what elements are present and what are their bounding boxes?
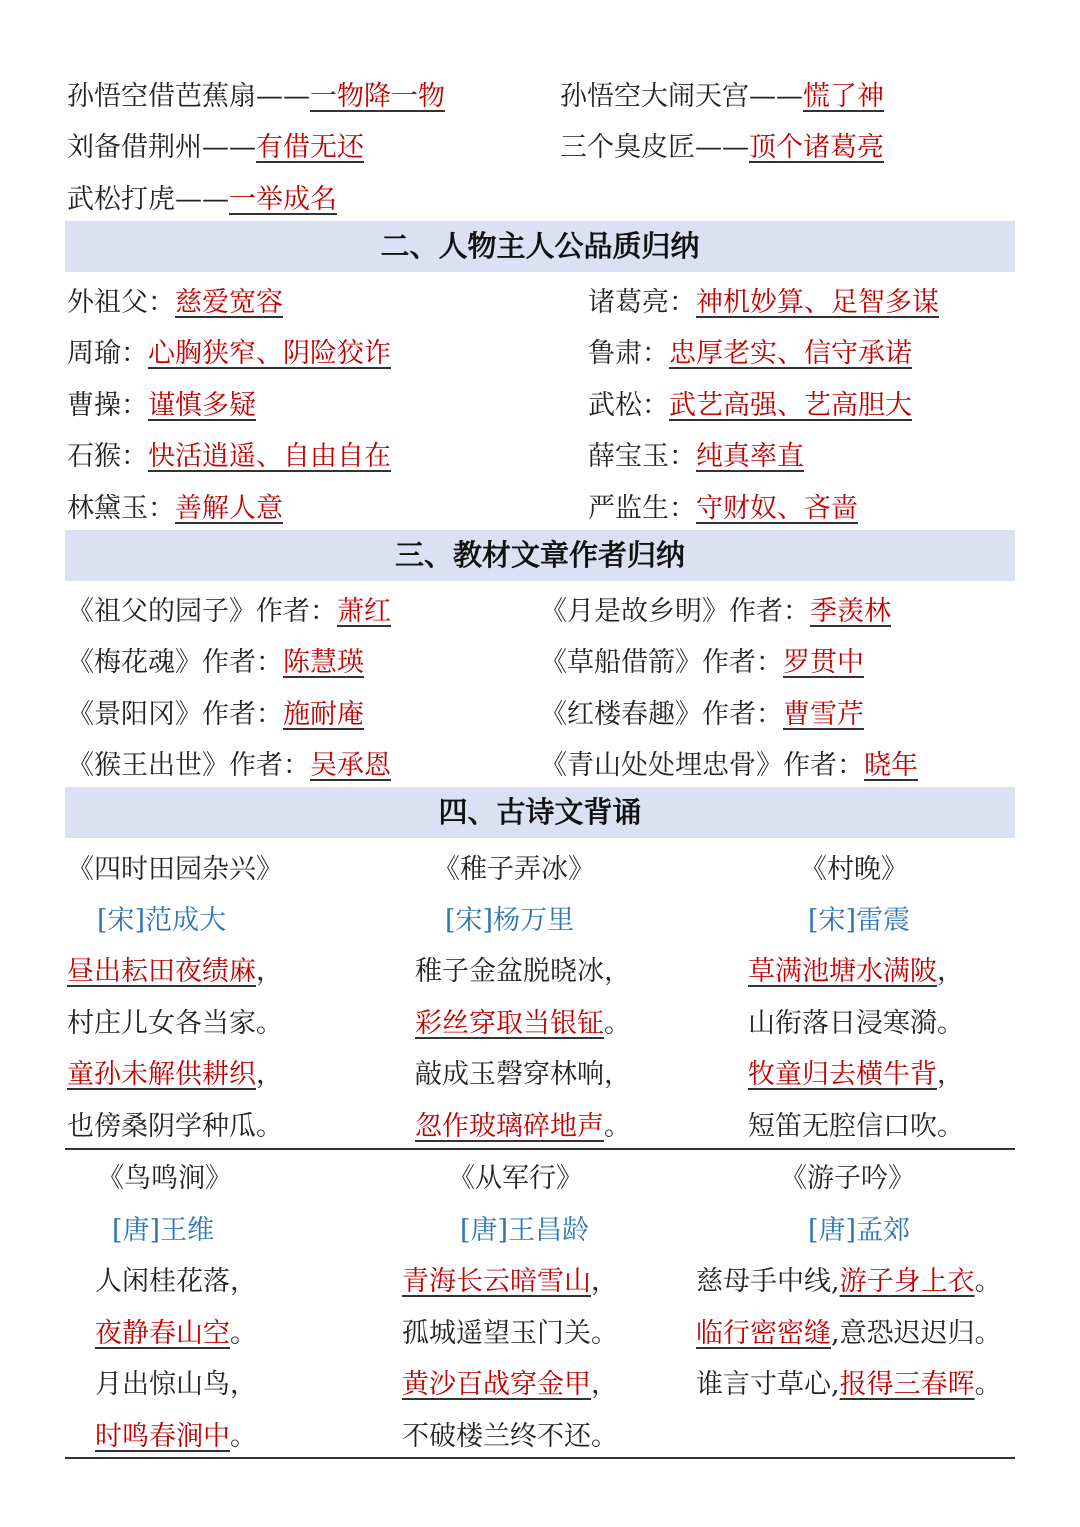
section-title: 四、古诗文背诵 [65, 787, 1015, 838]
poem-line: 忽作玻璃碎地声。 [415, 1111, 631, 1142]
poem-line: 人闲桂花落， [95, 1266, 257, 1297]
character-item: 周瑜：心胸狭窄、阴险狡诈 [67, 338, 391, 369]
poem-line: 牧童归去横牛背， [748, 1059, 964, 1090]
poem-line: 黄沙百战穿金甲， [402, 1369, 618, 1400]
poem-line: 彩丝穿取当银钲。 [415, 1008, 631, 1039]
poem-author: [宋]雷震 [808, 905, 911, 936]
poem-line: 孤城遥望玉门关。 [402, 1318, 618, 1349]
author-item: 《青山处处埋忠骨》作者：晓年 [540, 750, 918, 781]
poem-line: 敲成玉磬穿林响， [415, 1059, 631, 1090]
divider [65, 1148, 1015, 1150]
poem-line: 短笛无腔信口吹。 [748, 1111, 964, 1142]
section-title: 三、教材文章作者归纳 [65, 530, 1015, 581]
poem-author: [宋]范成大 [97, 905, 227, 936]
poem-line: 草满池塘水满陂， [748, 956, 964, 987]
author-item: 《红楼春趣》作者：曹雪芹 [540, 699, 864, 730]
poem-line: 昼出耘田夜绩麻， [67, 956, 283, 987]
author-item: 《梅花魂》作者：陈慧瑛 [67, 647, 364, 678]
poem-title: 《四时田园杂兴》 [67, 854, 283, 885]
poem-line: 村庄儿女各当家。 [67, 1008, 283, 1039]
poem-author: [唐]王昌龄 [460, 1215, 590, 1246]
poem-line: 时鸣春涧中。 [95, 1421, 257, 1452]
poem-title: 《鸟鸣涧》 [97, 1163, 232, 1194]
character-item: 曹操：谨慎多疑 [67, 390, 256, 421]
poem-line: 童孙未解供耕织， [67, 1059, 283, 1090]
character-item: 林黛玉：善解人意 [67, 493, 283, 524]
character-item: 诸葛亮：神机妙算、足智多谋 [588, 287, 939, 318]
character-item: 武松：武艺高强、艺高胆大 [588, 390, 912, 421]
author-item: 《祖父的园子》作者：萧红 [67, 596, 391, 627]
poem-author: [唐]王维 [112, 1215, 215, 1246]
xiehouyu-item: 孙悟空借芭蕉扇——一物降一物 [67, 81, 445, 112]
poem-line: 也傍桑阴学种瓜。 [67, 1111, 283, 1142]
poem-line: 不破楼兰终不还。 [402, 1421, 618, 1452]
author-item: 《草船借箭》作者：罗贯中 [540, 647, 864, 678]
poem-title: 《村晚》 [800, 854, 908, 885]
poem-line: 临行密密缝,意恐迟迟归。 [696, 1318, 1002, 1349]
poem-line: 稚子金盆脱晓冰， [415, 956, 631, 987]
author-item: 《猴王出世》作者：吴承恩 [67, 750, 391, 781]
xiehouyu-item: 三个臭皮匠——顶个诸葛亮 [560, 132, 884, 163]
poem-line: 谁言寸草心,报得三春晖。 [696, 1369, 1002, 1400]
author-item: 《月是故乡明》作者：季羡林 [540, 596, 891, 627]
character-item: 石猴：快活逍遥、自由自在 [67, 441, 391, 472]
poem-line: 慈母手中线,游子身上衣。 [696, 1266, 1002, 1297]
character-item: 鲁肃：忠厚老实、信守承诺 [588, 338, 912, 369]
author-item: 《景阳冈》作者：施耐庵 [67, 699, 364, 730]
poem-title: 《稚子弄冰》 [433, 854, 595, 885]
xiehouyu-item: 孙悟空大闹天宫——慌了神 [560, 81, 884, 112]
poem-author: [唐]孟郊 [808, 1215, 911, 1246]
character-item: 严监生：守财奴、吝啬 [588, 493, 858, 524]
character-item: 外祖父：慈爱宽容 [67, 287, 283, 318]
xiehouyu-item: 刘备借荆州——有借无还 [67, 132, 364, 163]
poem-line: 青海长云暗雪山， [402, 1266, 618, 1297]
section-title: 二、人物主人公品质归纳 [65, 221, 1015, 272]
character-item: 薛宝玉：纯真率直 [588, 441, 804, 472]
xiehouyu-item: 武松打虎——一举成名 [67, 184, 337, 215]
poem-line: 山衔落日浸寒漪。 [748, 1008, 964, 1039]
poem-author: [宋]杨万里 [445, 905, 575, 936]
poem-line: 夜静春山空。 [95, 1318, 257, 1349]
poem-title: 《从军行》 [448, 1163, 583, 1194]
divider [65, 1457, 1015, 1459]
poem-line: 月出惊山鸟， [95, 1369, 257, 1400]
poem-title: 《游子吟》 [780, 1163, 915, 1194]
